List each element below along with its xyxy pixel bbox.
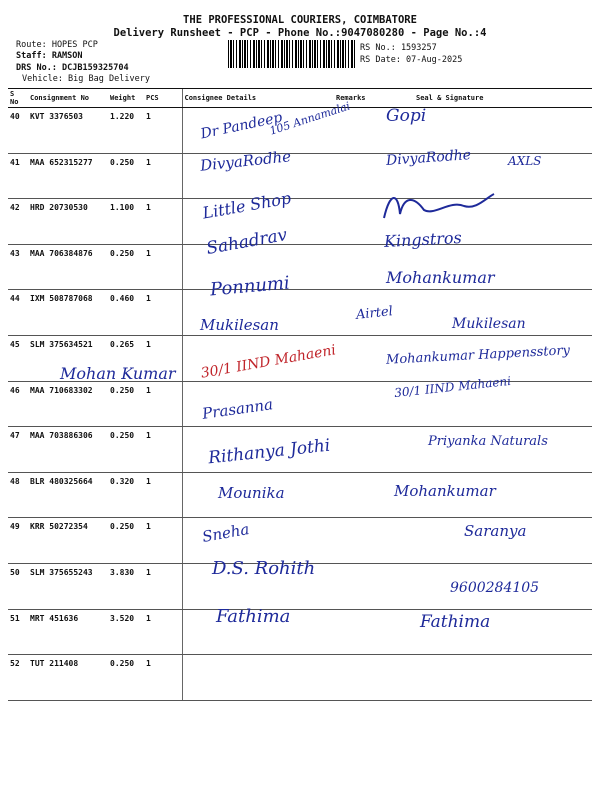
- handwritten-signature: [380, 188, 500, 224]
- row-pcs: 1: [144, 108, 182, 154]
- row-weight: 0.250: [108, 518, 144, 564]
- row-pcs: 1: [144, 472, 182, 518]
- handwritten-name: Fathima: [216, 606, 291, 627]
- handwritten-signature: Kingstros: [383, 227, 463, 252]
- row-sno: 51: [8, 609, 28, 655]
- handwritten-name: Mohan Kumar: [60, 364, 176, 383]
- barcode-image: [228, 40, 356, 68]
- col-consignee: Consignee Details: [182, 89, 334, 108]
- row-weight: 1.100: [108, 199, 144, 245]
- row-sno: 41: [8, 153, 28, 199]
- col-sno: S No: [8, 89, 28, 108]
- handwritten-signature: Mukilesan: [452, 316, 526, 332]
- row-consignment: MAA 706384876: [28, 244, 108, 290]
- handwritten-signature: Saranya: [464, 522, 527, 540]
- row-pcs: 1: [144, 153, 182, 199]
- runsheet-subtitle: Delivery Runsheet - PCP - Phone No.:9047080280 - Page No.:4: [113, 27, 487, 39]
- handwritten-name: Prasanna: [201, 395, 275, 423]
- table-row: [8, 655, 592, 701]
- table-row: [8, 153, 592, 199]
- company-title: THE PROFESSIONAL COURIERS, COIMBATORE: [183, 14, 417, 26]
- row-pcs: 1: [144, 335, 182, 381]
- row-weight: 0.460: [108, 290, 144, 336]
- row-weight: 0.250: [108, 244, 144, 290]
- staff-label: Staff: RAMSON: [16, 51, 83, 61]
- row-consignment: MAA 652315277: [28, 153, 108, 199]
- row-consignment: SLM 375655243: [28, 563, 108, 609]
- handwritten-note: AXLS: [508, 154, 542, 168]
- row-pcs: 1: [144, 427, 182, 473]
- table-row: [8, 244, 592, 290]
- table-row: [8, 199, 592, 245]
- row-consignment: KRR 50272354: [28, 518, 108, 564]
- handwritten-stamp: 30/1 IIND Mahaeni: [199, 342, 338, 382]
- row-consignment: MAA 703886306: [28, 427, 108, 473]
- row-sno: 46: [8, 381, 28, 427]
- handwritten-signature: Priyanka Naturals: [428, 434, 548, 449]
- handwritten-signature: Mohankumar Happensstory: [385, 343, 571, 368]
- row-weight: 1.220: [108, 108, 144, 154]
- handwritten-signature: Mohankumar: [394, 482, 496, 500]
- handwritten-remark: Airtel: [355, 304, 394, 323]
- col-weight: Weight: [108, 89, 144, 108]
- row-weight: 3.520: [108, 609, 144, 655]
- row-pcs: 1: [144, 609, 182, 655]
- row-pcs: 1: [144, 518, 182, 564]
- route-label: Route: HOPES PCP: [16, 40, 98, 50]
- row-sno: 49: [8, 518, 28, 564]
- handwritten-signature: Mohankumar: [386, 268, 495, 287]
- handwritten-name: Mukilesan: [200, 316, 279, 334]
- row-pcs: 1: [144, 563, 182, 609]
- row-pcs: 1: [144, 199, 182, 245]
- handwritten-signature: Gopi: [386, 106, 427, 126]
- runsheet-table: [8, 88, 592, 701]
- row-sno: 45: [8, 335, 28, 381]
- row-weight: 0.250: [108, 655, 144, 701]
- handwritten-name: Ponnumi: [209, 272, 291, 301]
- row-consignment: TUT 211408: [28, 655, 108, 701]
- row-sno: 44: [8, 290, 28, 336]
- handwritten-name: Mounika: [218, 484, 285, 502]
- rs-number: RS No.: 1593257: [360, 43, 437, 53]
- row-consignment: SLM 375634521: [28, 335, 108, 381]
- row-consignment: MRT 451636: [28, 609, 108, 655]
- handwritten-name: D.S. Rohith: [212, 558, 316, 579]
- row-consignment: IXM 508787068: [28, 290, 108, 336]
- row-sno: 43: [8, 244, 28, 290]
- row-consignment: KVT 3376503: [28, 108, 108, 154]
- row-consignment: BLR 480325664: [28, 472, 108, 518]
- col-remarks: Remarks: [334, 89, 392, 108]
- handwritten-name: Dr Pandeep: [199, 109, 284, 143]
- handwritten-name: Sahadrav: [204, 225, 289, 259]
- drs-number: DRS No.: DCJB159325704: [16, 63, 129, 73]
- row-consignment: MAA 710683302: [28, 381, 108, 427]
- table-row: [8, 472, 592, 518]
- row-sno: 50: [8, 563, 28, 609]
- handwritten-phone: 9600284105: [450, 580, 540, 596]
- row-weight: 0.320: [108, 472, 144, 518]
- col-pcs: PCS: [144, 89, 182, 108]
- row-consignment: HRD 20730530: [28, 199, 108, 245]
- handwritten-name: Rithanya Jothi: [207, 435, 332, 469]
- row-weight: 0.265: [108, 335, 144, 381]
- row-weight: 0.250: [108, 153, 144, 199]
- col-consignment: Consignment No: [28, 89, 108, 108]
- handwritten-name: DivyaRodhe: [199, 147, 292, 175]
- row-weight: 3.830: [108, 563, 144, 609]
- table-header-row: [8, 89, 592, 108]
- row-sno: 52: [8, 655, 28, 701]
- row-pcs: 1: [144, 655, 182, 701]
- row-sno: 42: [8, 199, 28, 245]
- rs-date: RS Date: 07-Aug-2025: [360, 55, 463, 65]
- row-sno: 47: [8, 427, 28, 473]
- vehicle-label: Vehicle: Big Bag Delivery: [22, 74, 150, 84]
- col-seal: Seal & Signature: [392, 89, 592, 108]
- row-pcs: 1: [144, 290, 182, 336]
- row-weight: 0.250: [108, 381, 144, 427]
- row-sno: 40: [8, 108, 28, 154]
- handwritten-name: Sneha: [200, 520, 251, 546]
- handwritten-signature: 30/1 IIND Mahaeni: [393, 373, 512, 401]
- row-weight: 0.250: [108, 427, 144, 473]
- handwritten-address: 105 Annamalai: [268, 99, 352, 138]
- table-row: [8, 609, 592, 655]
- row-pcs: 1: [144, 244, 182, 290]
- handwritten-signature: DivyaRodhe: [385, 147, 472, 169]
- row-sno: 48: [8, 472, 28, 518]
- handwritten-signature: Fathima: [420, 612, 491, 632]
- handwritten-name: Little Shop: [201, 188, 293, 223]
- row-pcs: 1: [144, 381, 182, 427]
